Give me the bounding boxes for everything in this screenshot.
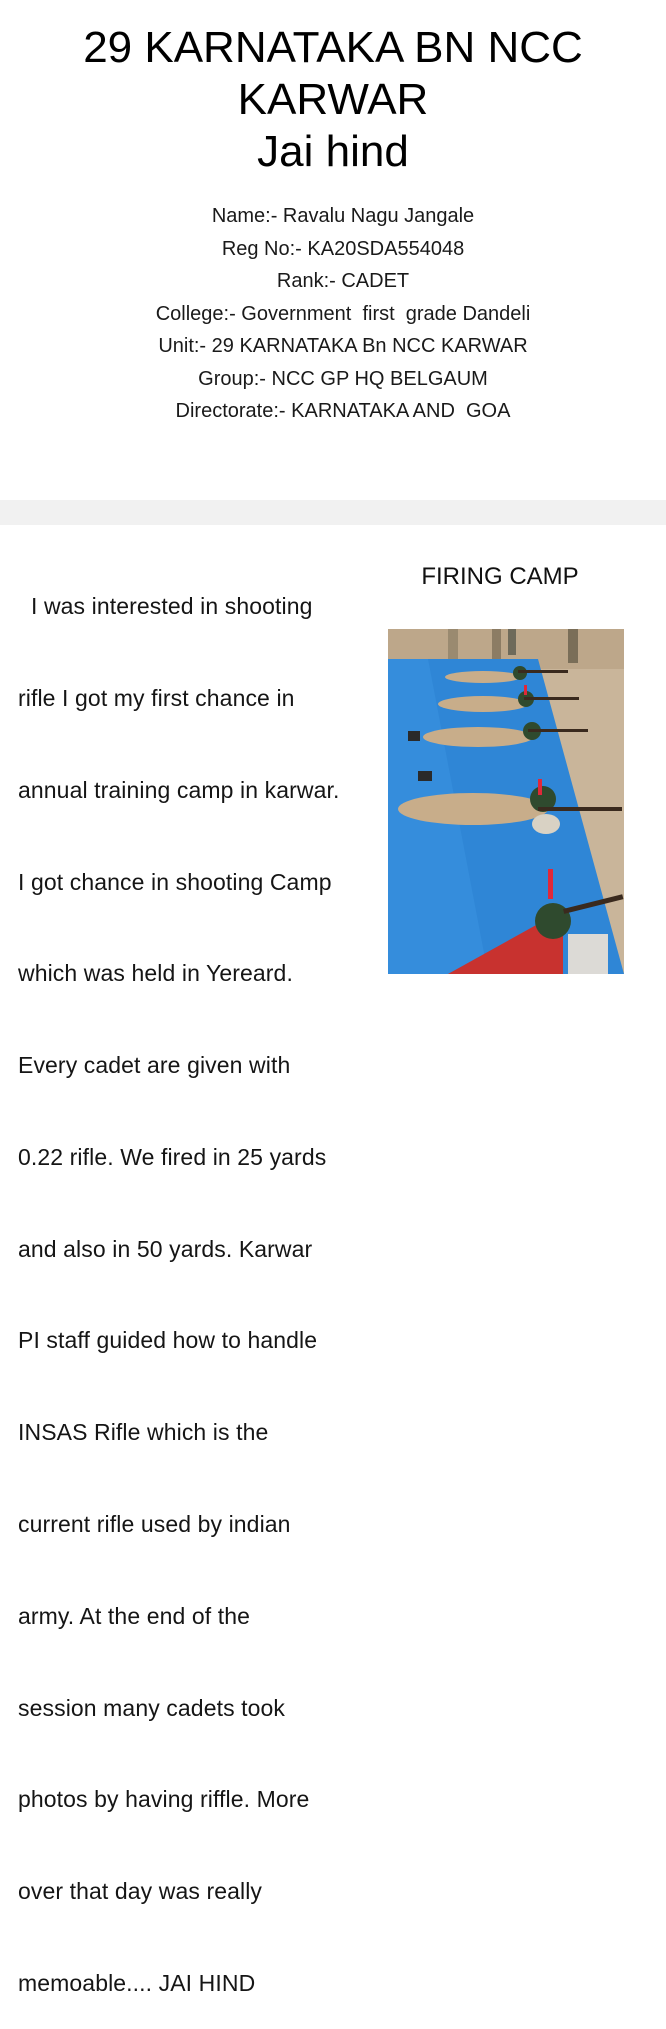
detail-unit: Unit:- 29 KARNATAKA Bn NCC KARWAR: [158, 335, 528, 357]
story-line: I got chance in shooting Camp: [18, 868, 332, 895]
story-line: and also in 50 yards. Karwar: [18, 1235, 313, 1262]
detail-name: Name:- Ravalu Nagu Jangale: [211, 205, 475, 227]
greeting-heading: Jai hind: [257, 127, 409, 176]
story-line: PI staff guided how to handle: [18, 1327, 318, 1354]
location-heading: KARWAR: [237, 75, 429, 124]
detail-directorate: Directorate:- KARNATAKA AND GOA: [175, 400, 511, 422]
story-line: Every cadet are given with: [18, 1052, 291, 1079]
section-divider: [0, 500, 666, 525]
unit-heading: 29 KARNATAKA BN NCC: [83, 23, 583, 72]
detail-college: College:- Government first grade Dandeli: [155, 302, 531, 325]
story-line: rifle I got my first chance in: [18, 684, 295, 711]
story-line: current rifle used by indian: [18, 1511, 291, 1537]
story-line: which was held in Yereard.: [18, 960, 293, 987]
detail-reg-no: Reg No:- KA20SDA554048: [221, 237, 465, 260]
story-line: photos by having riffle. More: [18, 1786, 310, 1813]
photo-caption: FIRING CAMP: [421, 563, 579, 590]
detail-rank: Rank:- CADET: [276, 270, 410, 292]
story-line: session many cadets took: [18, 1694, 286, 1721]
cadet-details: [0, 200, 666, 428]
story-line: memoable.... JAI HIND: [18, 1969, 256, 1996]
story-line: I was interested in shooting: [18, 593, 313, 620]
story-line: 0.22 rifle. We fired in 25 yards: [18, 1143, 327, 1170]
profile-card: [0, 0, 666, 500]
experience-text: [18, 530, 388, 2029]
story-line: army. At the end of the: [18, 1602, 251, 1629]
story-line: over that day was really: [18, 1878, 263, 1905]
story-line: annual training camp in karwar.: [18, 776, 340, 803]
story-line: INSAS Rifle which is the: [18, 1419, 269, 1446]
firing-camp-photo: [388, 629, 624, 974]
detail-group: Group:- NCC GP HQ BELGAUM: [198, 367, 488, 390]
